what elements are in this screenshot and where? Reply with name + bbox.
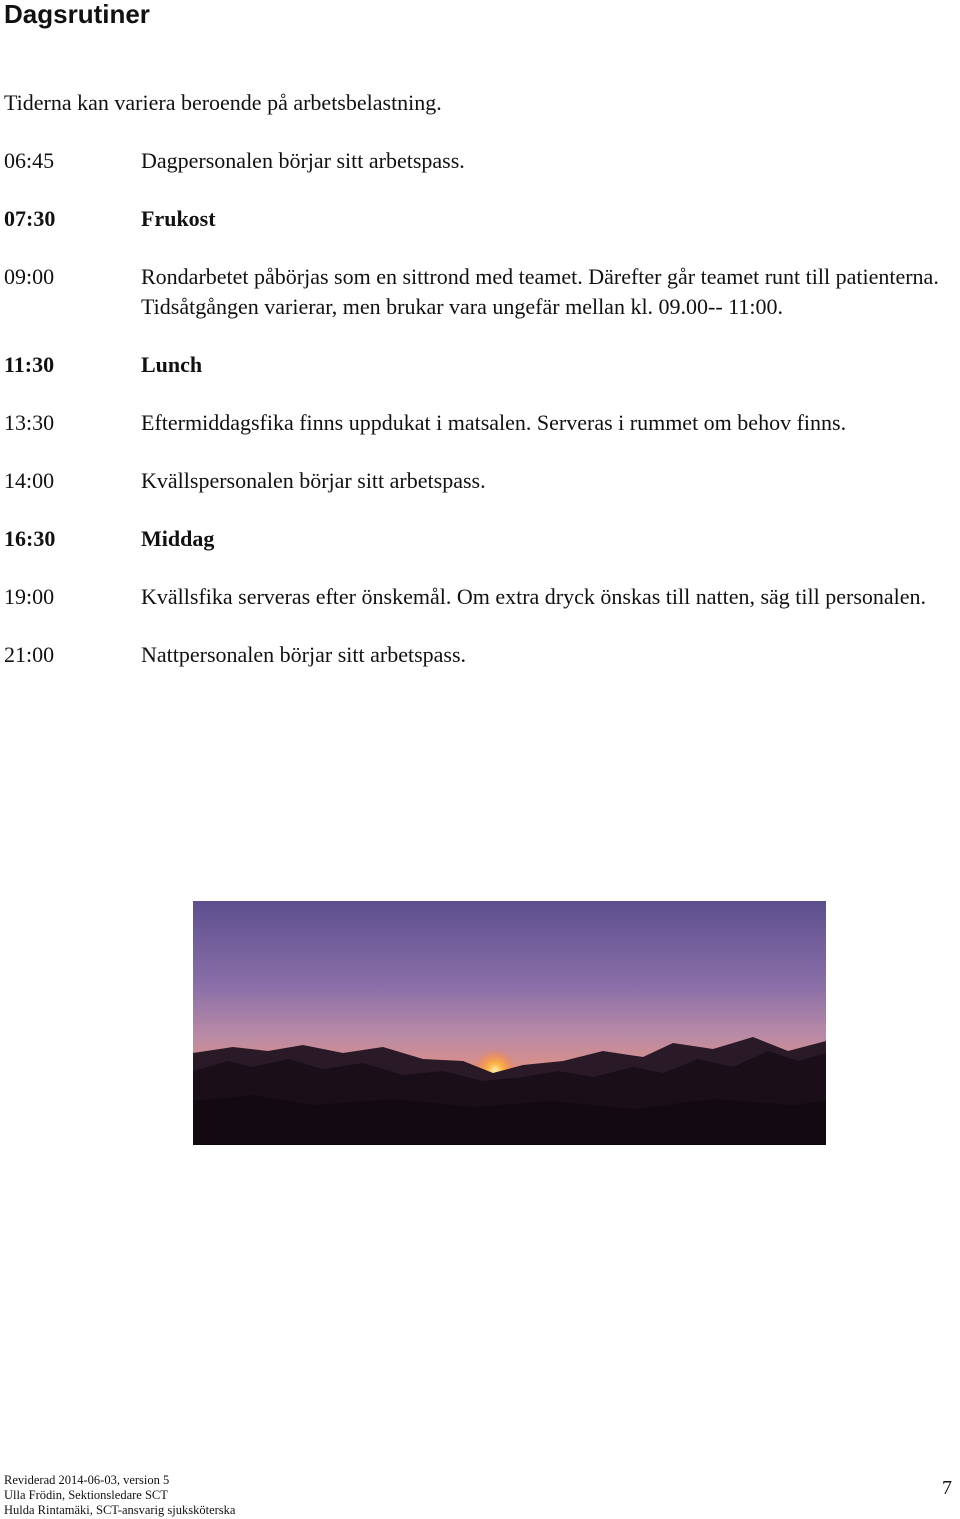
schedule-row [4, 640, 954, 670]
schedule-row [4, 582, 954, 612]
schedule-row [4, 524, 954, 554]
schedule-time: 11:30 [4, 352, 55, 377]
footer-author: Ulla Frödin, Sektionsledare SCT [4, 1488, 168, 1502]
schedule-time: 14:00 [4, 468, 55, 493]
footer [4, 1473, 235, 1518]
schedule-time: 09:00 [4, 264, 55, 289]
schedule-time: 07:30 [4, 206, 56, 231]
schedule-row [4, 408, 954, 438]
schedule-text: Middag [141, 526, 215, 551]
schedule-time: 06:45 [4, 148, 55, 173]
schedule-text: Frukost [141, 206, 216, 231]
page-title: Dagsrutiner [4, 0, 150, 29]
schedule-row [4, 466, 954, 496]
schedule-time: 19:00 [4, 584, 55, 609]
page-number: 7 [942, 1477, 952, 1499]
schedule-row [4, 350, 954, 380]
intro-text: Tiderna kan variera beroende på arbetsbelastning. [4, 90, 442, 115]
schedule-text: Nattpersonalen börjar sitt arbetspass. [141, 642, 467, 667]
schedule-time: 13:30 [4, 410, 55, 435]
schedule-time: 16:30 [4, 526, 56, 551]
schedule-text: Kvällsfika serveras efter önskemål. Om extra dryck önskas till natten, säg till personalen. [141, 584, 927, 609]
schedule-text: Lunch [141, 352, 203, 377]
schedule-row [4, 146, 954, 176]
schedule-row [4, 262, 954, 322]
schedule-text: Eftermiddagsfika finns uppdukat i matsalen. Serveras i rummet om behov finns. [141, 410, 847, 435]
sunset-photo [193, 901, 826, 1145]
schedule-text: Kvällspersonalen börjar sitt arbetspass. [141, 468, 486, 493]
footer-revision: Reviderad 2014-06-03, version 5 [4, 1473, 170, 1487]
schedule-text: Dagpersonalen börjar sitt arbetspass. [141, 148, 465, 173]
schedule-row [4, 204, 954, 234]
footer-responsible: Hulda Rintamäki, SCT-ansvarig sjuksköterska [4, 1503, 236, 1517]
schedule-time: 21:00 [4, 642, 55, 667]
schedule-text: Rondarbetet påbörjas som en sittrond med teamet. Därefter går teamet runt till patienterna. Tidsåtgången varierar, men brukar vara ungefär mellan kl. 09.00-- 11:00. [141, 264, 939, 319]
schedule-list [4, 146, 954, 698]
